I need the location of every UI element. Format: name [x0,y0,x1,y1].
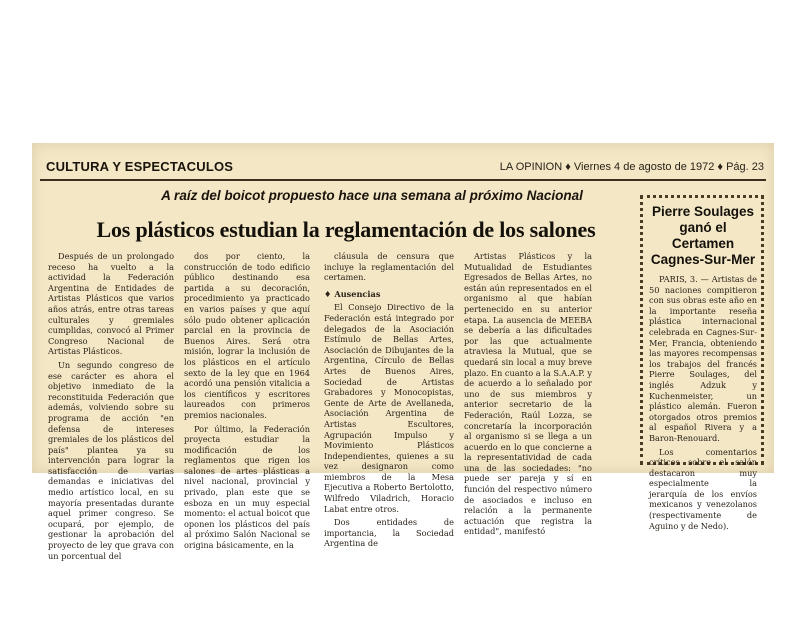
newspaper-clipping [32,143,774,561]
page-header [46,159,764,179]
sidebar-box [640,195,764,531]
diamond-icon: ♦ [324,288,332,299]
article-headline: Los plásticos estudian la reglamentación de los salones [96,217,596,242]
paragraph: Dos entidades de importancia, la Sociedad Argentina de [324,517,454,549]
dateline: LA OPINION ♦ Viernes 4 de agosto de 1972 ♦ Pág. 23 [499,161,764,173]
article-column-2 [184,251,310,551]
article-column-1 [48,251,174,561]
paragraph: Artistas Plásticos y la Mutualidad de Estudiantes Egresados de Bellas Artes, no están aún representados en el organismo al que habían pertenecido en su anterior etapa. La ausencia de MEEBA se debería a las dificultades por las que actualmente atraviesa la Mutual, que se quedará sin local a muy breve plazo. En cuanto a la S.A.A.P. y de acuerdo a lo señalado por uno de sus miembros y anterior secretario de la Federación, Raúl Lozza, se concretaría la incorporación al organismo si se llega a un acuerdo en lo que concierne a la representatividad de cada una de las sociedades: "no puede ser pareja y sí en función del respectivo número de asociados e incluso en relación a la permanente actuación que registra la entidad", manifestó [464,251,592,537]
paragraph: Por último, la Federación proyecta estudiar la modificación de los reglamentos que rigen los salones de artes plásticas a nivel nacional, provincial y privado, plan este que se esboza en un muy especial momento: el actual boicot que oponen los plásticos del país al próximo Salón Nacional se origina básicamente, en la [184,423,310,551]
section-title: CULTURA Y ESPECTACULOS [46,159,234,174]
header-rule [40,179,766,181]
paragraph: dos por ciento, la construcción de todo edificio público destinando esa partida a su decoración, procedimiento ya practicado en varios países y que aquí sólo pudo obtener aplicación parcial en la provincia de Buenos Aires. Será otra misión, lograr la inclusión de los plásticos en el artículo sexto de la ley que en 1964 acordó una pensión vitalicia a los científicos y escritores laureados con primeros premios nacionales. [184,251,310,420]
article-kicker: A raíz del boicot propuesto hace una semana al próximo Nacional [161,188,583,203]
subheading [324,289,454,300]
paragraph: El Consejo Directivo de la Federación está integrado por delegados de la Asociación Estímulo de Bellas Artes, Asociación de Dibujantes de la Argentina, Círculo de Bellas Artes de Buenos Aires, Sociedad de Artistas Grabadores y Monocopistas, Gente de Arte de Avellaneda, Asociación Argentina de Artistas Escultores, Agrupación Impulso y Movimiento Plásticos Independientes, quienes a su vez designaron como miembros de la Mesa Ejecutiva a Roberto Bertolotto, Wilfredo Viladrich, Horacio Labat entre otros. [324,302,454,514]
paragraph: Después de un prolongado receso ha vuelto a la actividad la Federación Argentina de Entidades de Artistas Plásticos que varios años atrás, entre otras tareas culturales y gremiales cumplidas, convocó al Primer Congreso Nacional de Artistas Plásticos. [48,251,174,357]
sidebar-body [649,274,757,531]
sidebar-title: Pierre Soulages ganó el Certamen Cagnes-Sur-Mer [650,204,756,267]
paragraph: cláusula de censura que incluye la reglamentación del certamen. [324,251,454,283]
paragraph: Un segundo congreso de ese carácter es ahora el objetivo inmediato de la reconstituida Federación que además, volviendo sobre su programa de acción "en defensa de intereses gremiales de los plásticos del país" plantea ya su intervención para lograr la satisfacción de varias demandas e iniciativas del medio artístico local, en su mayoría presentadas durante aquel primer congreso. Se ocupará, por ejemplo, de gestionar la aprobación del proyecto de ley que grava con un porcentual del [48,359,174,561]
article-column-4 [464,251,592,537]
paragraph: PARIS, 3. — Artistas de 50 naciones compitieron con sus obras este año en la importante reseña plástica internacional celebrada en Cagnes-Sur-Mer, Francia, obteniendo las mayores recompensas los trabajos del francés Pierre Soulages, del inglés Adzuk y Kuchenmeister, un plástico alemán. Fueron otorgados otros premios al español Rivera y a Baron-Renouard. [649,274,757,443]
article-column-3 [324,251,454,549]
paragraph: Los comentarios críticos sobre el salón destacaron muy especialmente la jerarquía de los envíos mexicanos y venezolanos (respectivamente de Aguino y de Nedo). [649,446,757,531]
subheading-text: Ausencias [334,288,381,299]
